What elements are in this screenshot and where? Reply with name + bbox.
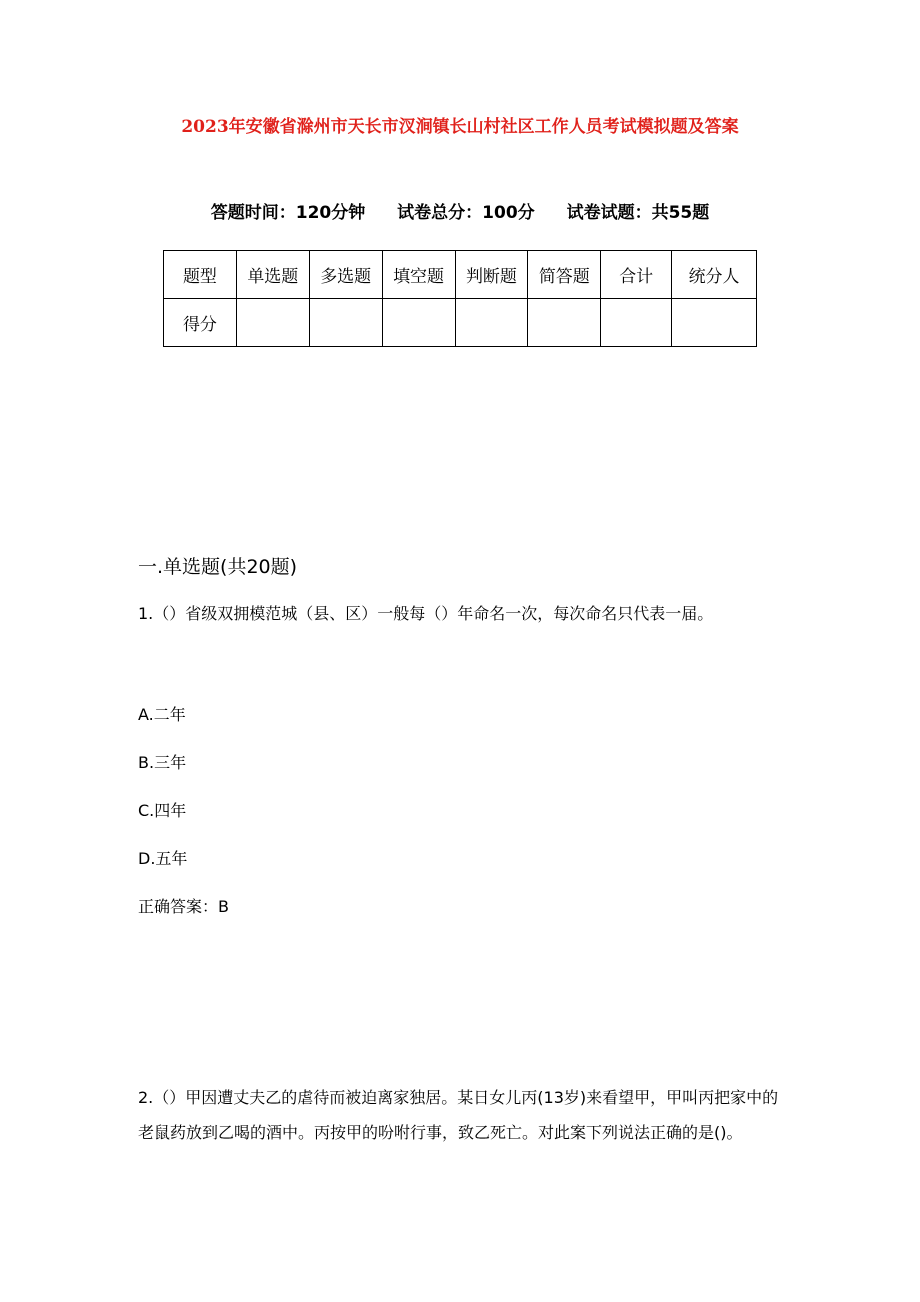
section-heading: 一.单选题(共20题) bbox=[138, 556, 298, 578]
question-1-option-b: B.三年 bbox=[138, 753, 187, 772]
header-cell-multiple: 多选题 bbox=[309, 251, 382, 299]
score-cell bbox=[528, 299, 601, 347]
score-cell bbox=[309, 299, 382, 347]
header-cell-judge: 判断题 bbox=[455, 251, 528, 299]
question-1-option-d: D.五年 bbox=[138, 849, 188, 868]
exam-meta bbox=[0, 198, 920, 223]
score-table-score-row bbox=[164, 299, 757, 347]
score-cell bbox=[672, 299, 757, 347]
score-table bbox=[163, 250, 757, 347]
question-2-text: 2.（）甲因遭丈夫乙的虐待而被迫离家独居。某日女儿丙(13岁)来看望甲，甲叫丙把家中的老鼠药放到乙喝的酒中。丙按甲的吩咐行事，致乙死亡。对此案下列说法正确的是()。 bbox=[138, 1088, 779, 1142]
header-cell-fill: 填空题 bbox=[382, 251, 455, 299]
question-1-option-a: A.二年 bbox=[138, 705, 186, 724]
exam-time: 答题时间：120分钟 bbox=[210, 203, 366, 223]
header-cell-single: 单选题 bbox=[236, 251, 309, 299]
header-cell-short-answer: 简答题 bbox=[528, 251, 601, 299]
header-cell-total: 合计 bbox=[601, 251, 672, 299]
score-cell bbox=[601, 299, 672, 347]
header-cell-scorer: 统分人 bbox=[672, 251, 757, 299]
question-1-option-c: C.四年 bbox=[138, 801, 187, 820]
exam-question-count: 试卷试题：共55题 bbox=[566, 203, 710, 223]
exam-total-score: 试卷总分：100分 bbox=[397, 203, 535, 223]
score-table-header-row bbox=[164, 251, 757, 299]
score-cell bbox=[382, 299, 455, 347]
score-cell bbox=[236, 299, 309, 347]
question-1-answer: 正确答案：B bbox=[138, 897, 229, 916]
question-1-text: 1.（）省级双拥模范城（县、区）一般每（）年命名一次，每次命名只代表一届。 bbox=[138, 604, 714, 623]
score-row-label: 得分 bbox=[164, 299, 237, 347]
document-title: 2023年安徽省滁州市天长市汊涧镇长山村社区工作人员考试模拟题及答案 bbox=[181, 117, 739, 137]
header-cell-type: 题型 bbox=[164, 251, 237, 299]
score-cell bbox=[455, 299, 528, 347]
